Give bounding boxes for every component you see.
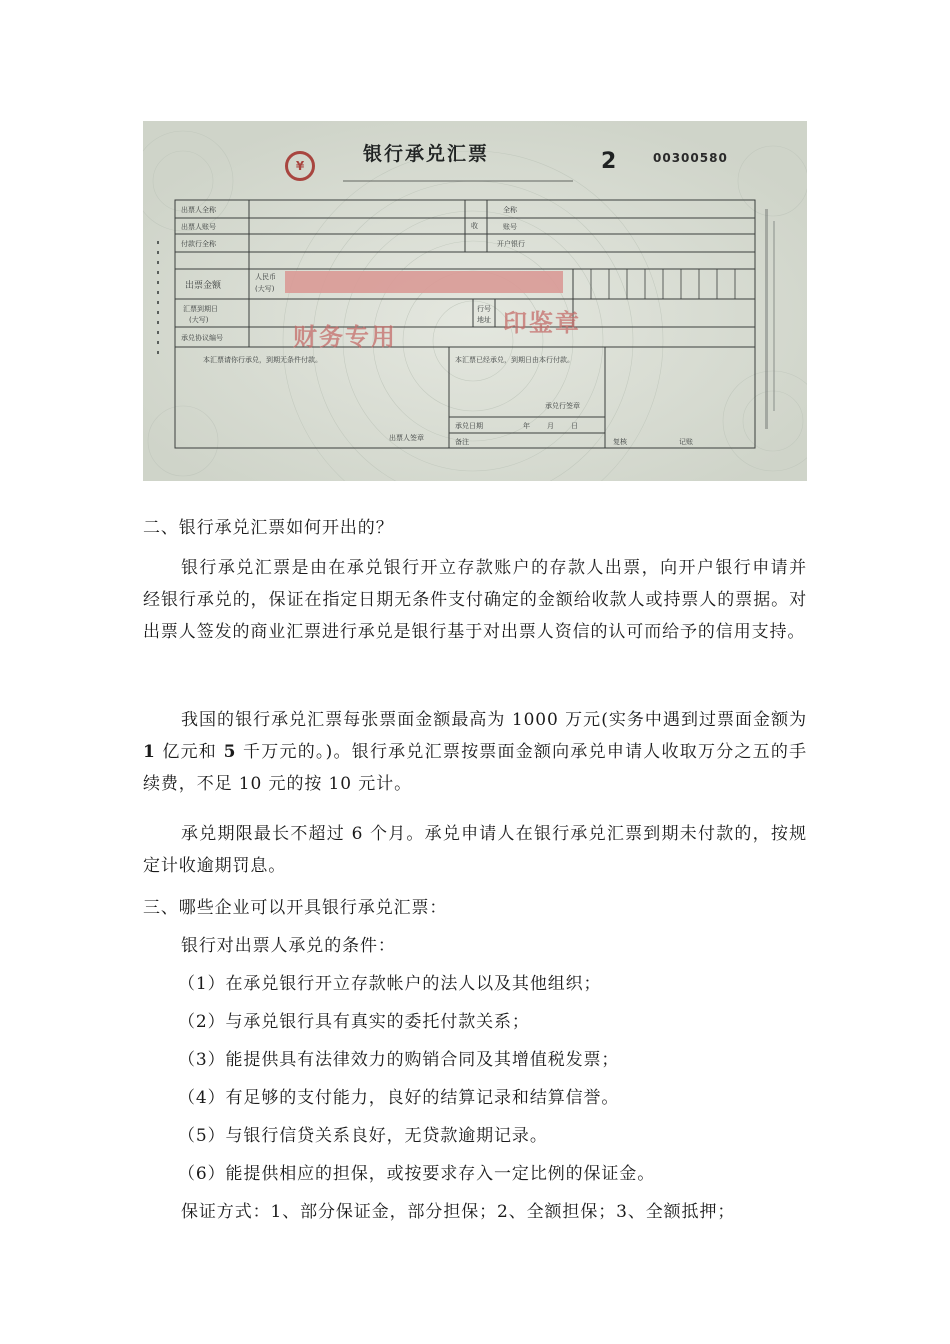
paragraph-amount-part: 千万元的。)。银行承兑汇票按票面金额向承兑申请人收取万分之五的手续费，不足 10 元的按 10 元计。 (143, 742, 807, 794)
bill-label: 本汇票请你行承兑，到期无条件付款。 (203, 356, 322, 364)
bill-label: 出票人签章 (389, 434, 424, 442)
condition-item: （6）能提供相应的担保，或按要求存入一定比例的保证金。 (178, 1164, 656, 1184)
bill-label: 全称 (503, 206, 517, 214)
bill-copy-number: 2 (601, 149, 617, 174)
amount-bold-number: 5 (223, 742, 237, 762)
section-heading-2: 二、银行承兑汇票如何开出的？ (143, 518, 394, 538)
bill-label: 付款行全称 (181, 240, 216, 248)
bill-label: 承兑日期 (455, 422, 483, 430)
red-seal-left: 财务专用 (293, 323, 397, 351)
paragraph-amount-part: 我国的银行承兑汇票每张票面金额最高为 1000 万元(实务中遇到过票面金额为 (181, 710, 807, 730)
section-heading-3: 三、哪些企业可以开具银行承兑汇票： (143, 898, 448, 918)
bill-label: 记账 (679, 438, 693, 446)
bill-label: 月 (547, 422, 554, 430)
paragraph-amount-part: 亿元和 (155, 742, 224, 762)
bill-label: 承兑协议编号 (181, 334, 223, 342)
amount-bold-number: 1 (143, 742, 156, 762)
bill-label: 收 (471, 222, 478, 230)
condition-item: （3）能提供具有法律效力的购销合同及其增值税发票； (178, 1050, 620, 1070)
bill-label: (大写) (189, 316, 209, 324)
bill-label: 出票人全称 (181, 206, 216, 214)
bill-title: 银行承兑汇票 (363, 143, 490, 165)
paragraph-definition: 银行承兑汇票是由在承兑银行开立存款账户的存款人出票，向开户银行申请并经银行承兑的，保证在指定日期无条件支付确定的金额给收款人或持票人的票据。对出票人签发的商业汇票进行承兑是银行基于对出票人资信的认可而给予的信用支持。 (143, 558, 807, 642)
bill-label: 行号 (477, 305, 491, 313)
bill-label: 出票金额 (185, 281, 222, 291)
bill-label: 日 (571, 422, 578, 430)
condition-item: （5）与银行信贷关系良好，无贷款逾期记录。 (178, 1126, 548, 1146)
bill-label: 开户银行 (497, 240, 525, 248)
bill-serial-number: 00300580 (653, 151, 728, 165)
red-seal-right: 印鉴章 (503, 309, 581, 337)
bill-label: 账号 (503, 223, 517, 231)
bill-label: 复核 (613, 438, 627, 446)
paragraph-term: 承兑期限最长不超过 6 个月。承兑申请人在银行承兑汇票到期未付款的，按规定计收逾期罚息。 (143, 824, 807, 876)
amount-red-band (285, 271, 563, 293)
condition-item: （1）在承兑银行开立存款帐户的法人以及其他组织； (178, 974, 602, 994)
bank-acceptance-bill-image (143, 121, 807, 481)
conditions-intro: 银行对出票人承兑的条件： (181, 936, 396, 956)
bill-label: 人民币 (255, 273, 276, 281)
bill-label: 地址 (477, 316, 491, 324)
bill-label: 年 (523, 422, 530, 430)
bill-label: 汇票到期日 (183, 305, 218, 313)
bill-label: 备注 (455, 438, 469, 446)
condition-item: （4）有足够的支付能力，良好的结算记录和结算信誉。 (178, 1088, 620, 1108)
guarantee-methods: 保证方式：1、部分保证金，部分担保；2、全额担保；3、全额抵押； (181, 1202, 736, 1222)
bank-logo-icon: ¥ (285, 151, 315, 181)
paragraph-amount (143, 704, 807, 800)
bill-label: 本汇票已经承兑，到期日由本行付款。 (455, 356, 574, 364)
condition-item: （2）与承兑银行具有真实的委托付款关系； (178, 1012, 530, 1032)
bill-label: 承兑行签章 (545, 402, 580, 410)
bill-label: (大写) (255, 285, 275, 293)
bill-label: 出票人账号 (181, 223, 216, 231)
